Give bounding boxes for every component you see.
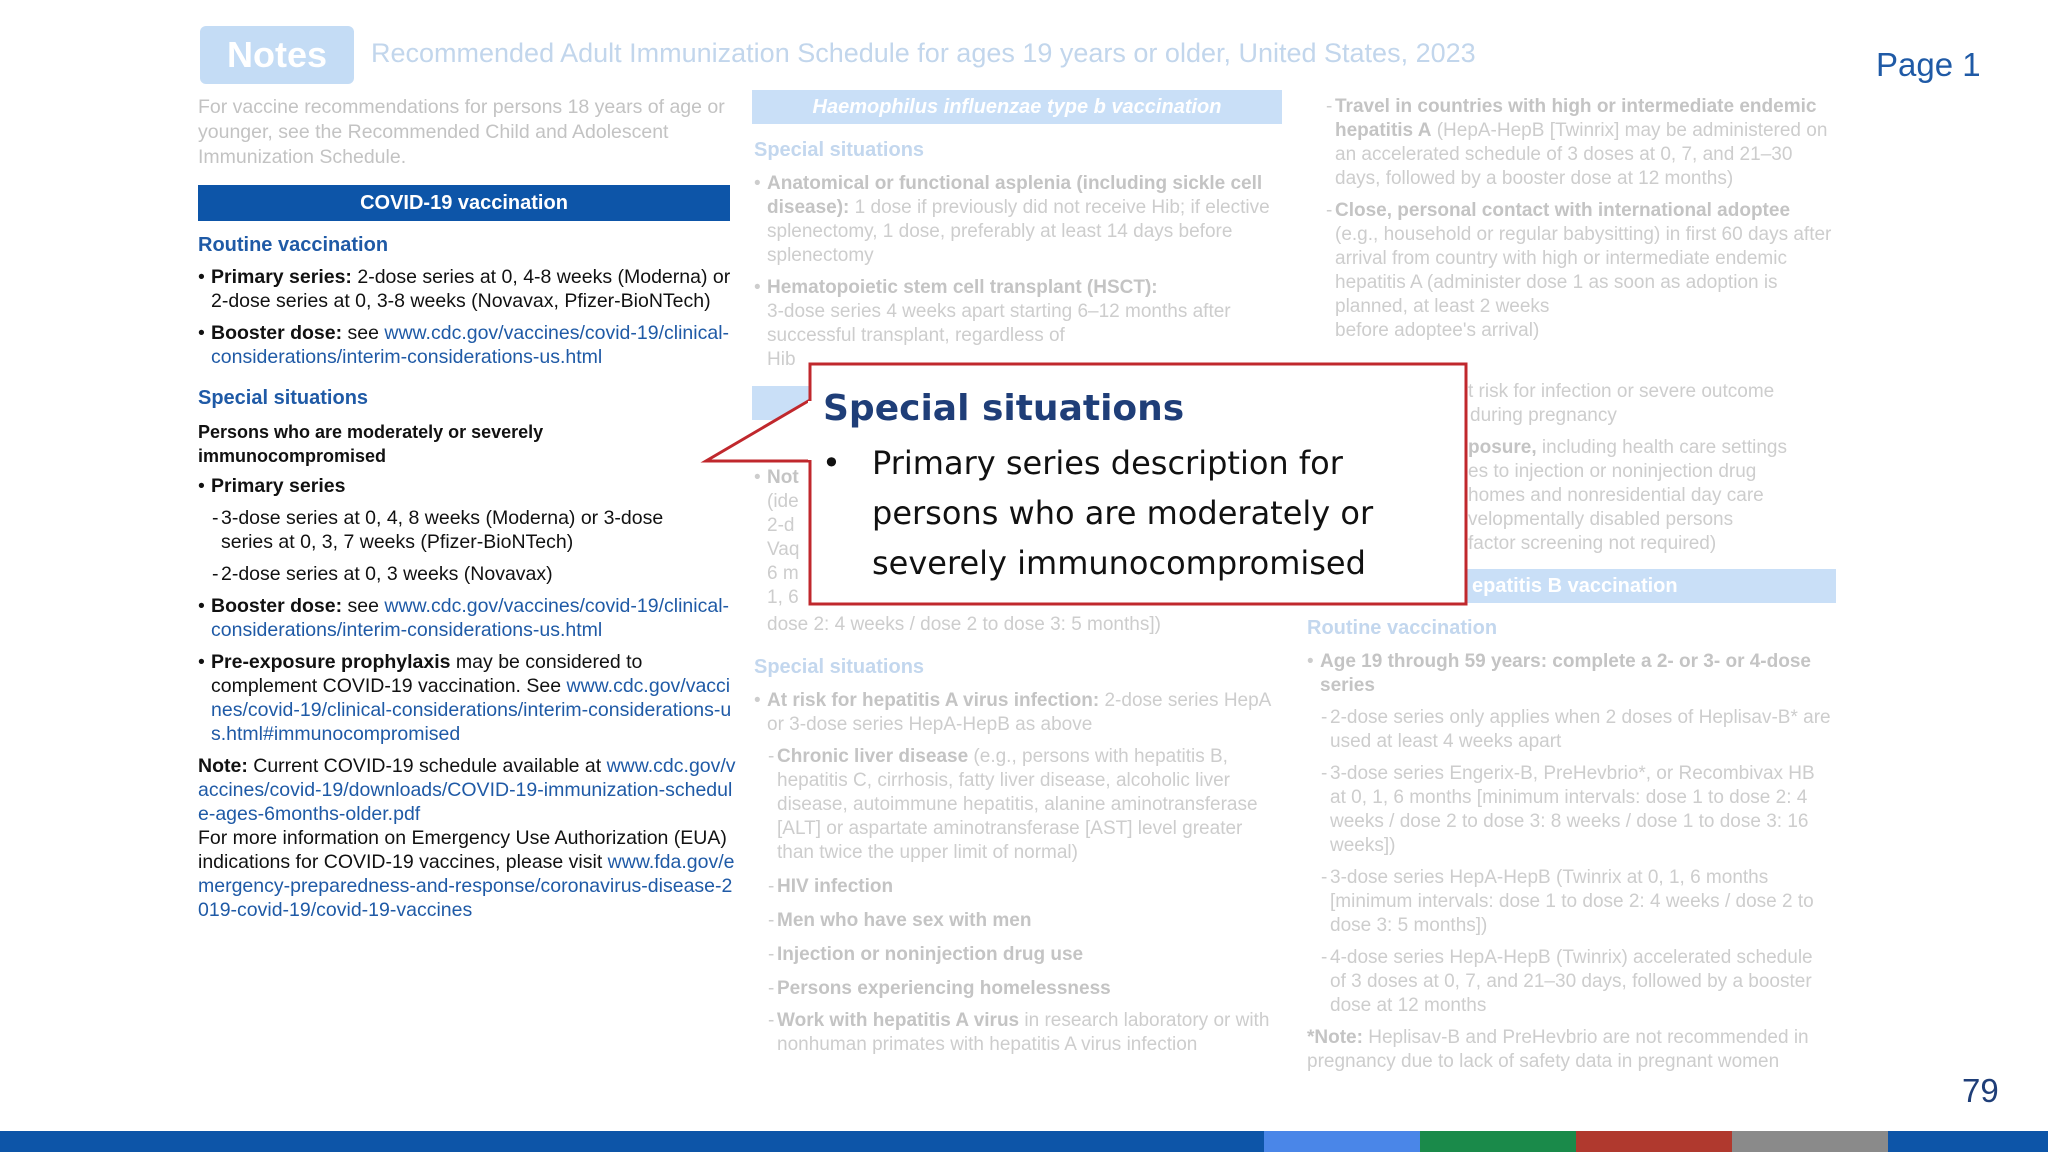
hepb-dash-1: - 2-dose series only applies when 2 doses of Heplisav-B* are used at least 4 weeks apart (1307, 706, 1832, 754)
adoptee-text: (e.g., household or regular babysitting) in first 60 days after arrival from country with high or intermediate endemic hepatitis A (administer dose 1 as soon as adoption is planned, at least 2 weeks (1335, 224, 1832, 317)
eua-link[interactable]: www.fda.gov/emergency-preparedness-and-response/coronavirus-disease-2019-covid-19/covid-19-vaccines (198, 851, 735, 921)
hepa-special-heading: Special situations (754, 656, 925, 678)
developmental-fragment: velopmentally disabled persons (1468, 509, 1734, 530)
note-link[interactable]: www.cdc.gov/vaccines/covid-19/downloads/COVID-19-immunization-schedule-ages-6months-older.pdf (198, 755, 736, 825)
msm-label: Men who have sex with men (777, 910, 1032, 931)
hepb-dash-3: - 3-dose series HepA-HepB (Twinrix at 0, 1, 6 months [minimum intervals: dose 1 to dose 2: 4 weeks / dose 2 to dose 3: 5 months]) (1307, 866, 1832, 938)
covid-section-band: COVID-19 vaccination (198, 185, 730, 221)
imm-booster-label: Booster dose: (211, 595, 343, 617)
hepa-risk-text: 2-dose series HepA or 3-dose series HepA-HepB as above (767, 690, 1271, 735)
injection-fragment: es to injection or noninjection drug (1468, 461, 1757, 482)
hepb-note-label: *Note: (1307, 1027, 1363, 1048)
homes-fragment: homes and nonresidential day care (1468, 485, 1764, 506)
callout-title: Special situations (823, 388, 1185, 429)
bar-segment-1 (0, 1131, 1264, 1152)
bar-segment-2 (1264, 1131, 1420, 1152)
imm-dash-item-1: - 3-dose series at 0, 4, 8 weeks (Moderna) or 3-dose series at 0, 3, 7 weeks (Pfizer-BioNTech) (198, 506, 701, 554)
liver-text: (e.g., persons with hepatitis B, hepatitis C, cirrhosis, fatty liver disease, alcoholic liver disease, autoimmune hepatitis, alanine aminotransferase [ALT] or aspartate aminotransferase [AST] level greater than twice the upper limit of normal) (777, 746, 1258, 863)
callout-bullet: • (822, 444, 841, 482)
special-heading: Special situations (198, 387, 369, 409)
eua-text: For more information on Emergency Use Authorization (EUA) indications for COVID-19 vaccines, please visit (198, 827, 727, 873)
drug-label: Injection or noninjection drug use (777, 944, 1084, 965)
booster-label: Booster dose: (211, 322, 343, 344)
exposure-text: including health care settings (1536, 437, 1787, 458)
dose-line: dose 2: 4 weeks / dose 2 to dose 3: 5 months]) (767, 614, 1161, 635)
page-number: 79 (1962, 1072, 1999, 1109)
routine-heading: Routine vaccination (198, 234, 389, 256)
travel-label: Travel in countries with high or intermediate endemic hepatitis A (1335, 96, 1817, 141)
frag-2: (ide (767, 491, 799, 512)
imm-booster-link[interactable]: www.cdc.gov/vaccines/covid-19/clinical-considerations/interim-considerations-us.html (211, 595, 730, 641)
callout-text: Primary series description for persons who are moderately or severely immunocompromised (872, 444, 1374, 582)
hib-special-heading: Special situations (754, 139, 925, 161)
risk-fragment: t risk for infection or severe outcome (1468, 381, 1775, 402)
frag-4: Vaq (767, 539, 800, 560)
work-text: in research laboratory or with nonhuman primates with hepatitis A virus infection (777, 1010, 1270, 1055)
homeless-label: Persons experiencing homelessness (777, 978, 1111, 999)
booster-link[interactable]: www.cdc.gov/vaccines/covid-19/clinical-considerations/interim-considerations-us.html (211, 322, 730, 368)
exposure-label: posure, (1468, 437, 1537, 458)
note-label: Note: (198, 755, 248, 777)
notes-badge: Notes (200, 26, 354, 84)
hepb-dash-2: - 3-dose series Engerix-B, PreHevbrio*, or Recombivax HB at 0, 1, 6 months [minimum intervals: dose 1 to dose 2: 4 weeks / dose 2 to dose 3: 8 weeks / dose 1 to dose 3: 16 weeks]) (1307, 762, 1832, 858)
hepa-risk-label: At risk for hepatitis A virus infection: (767, 690, 1100, 711)
hib-section-band: Haemophilus influenzae type b vaccination (752, 90, 1282, 124)
hepb-dash-4: - 4-dose series HepA-HepB (Twinrix) accelerated schedule of 3 doses at 0, 7, and 21–30 days, followed by a booster dose at 12 months (1307, 946, 1832, 1018)
travel-text: (HepA-HepB [Twinrix] may be administered on an accelerated schedule of 3 doses at 0, 7, and 21–30 days, followed by a booster dose at 12 months) (1335, 120, 1828, 189)
asplenia-text: 1 dose if previously did not receive Hib; if elective splenectomy, 1 dose, preferably at least 14 days before splenectomy (767, 197, 1270, 266)
imm-dash-item-2: - 2-dose series at 0, 3 weeks (Novavax) (198, 562, 738, 586)
immunocompromised-heading: Persons who are moderately or severely immunocompromised (198, 422, 544, 466)
hsct-text: 3-dose series 4 weeks apart starting 6–12 months after successful transplant, regardless of (767, 301, 1231, 346)
hiv-label: HIV infection (777, 876, 894, 897)
primary-series-label: Primary series: (211, 266, 352, 288)
prep-link[interactable]: www.cdc.gov/vaccines/covid-19/clinical-considerations/interim-considerations-us.html#immunocompromised (211, 675, 732, 745)
liver-label: Chronic liver disease (777, 746, 969, 767)
prep-text: may be considered to complement COVID-19 vaccination. See (211, 651, 643, 697)
asplenia-label: Anatomical or functional asplenia (including sickle cell disease): (767, 173, 1263, 218)
adoptee-label: Close, personal contact with international adoptee (1335, 200, 1791, 221)
work-label: Work with hepatitis A virus (777, 1010, 1020, 1031)
bar-segment-6 (1888, 1131, 2048, 1152)
bar-segment-5 (1732, 1131, 1888, 1152)
hepb-note-text: Heplisav-B and PreHevbrio are not recommended in pregnancy due to lack of safety data in pregnant women (1307, 1027, 1809, 1072)
document-title: Recommended Adult Immunization Schedule for ages 19 years or older, United States, 2023 (371, 38, 1476, 68)
hepb-band-fragment: epatitis B vaccination (1466, 569, 1836, 603)
hepb-routine-heading: Routine vaccination (1307, 617, 1498, 639)
primary-series-text: 2-dose series at 0, 4-8 weeks (Moderna) or 2-dose series at 0, 3-8 weeks (Novavax, Pfizer-BioNTech) (211, 266, 731, 312)
prep-label: Pre-exposure prophylaxis (211, 651, 451, 673)
hsct-label: Hematopoietic stem cell transplant (HSCT): (767, 277, 1158, 298)
frag-1-text: Not (767, 467, 799, 488)
bar-segment-4 (1576, 1131, 1732, 1152)
bottom-color-bar (0, 1131, 2048, 1152)
imm-booster-see: see (342, 595, 385, 617)
booster-see: see (342, 322, 385, 344)
frag-3: 2-d (767, 515, 795, 536)
intro-text: For vaccine recommendations for persons 18 years of age or younger, see the Recommended Child and Adolescent Immunization Schedule. (198, 96, 725, 168)
note-text: Current COVID-19 schedule available at (247, 755, 607, 777)
bar-segment-3 (1420, 1131, 1576, 1152)
hib-fragment: Hib (767, 349, 796, 370)
page-label: Page 1 (1876, 46, 1981, 83)
imm-primary-label: Primary series (211, 475, 346, 497)
frag-6: 1, 6 (767, 587, 799, 608)
frag-5: 6 m (767, 563, 799, 584)
age-label: Age 19 through 59 years: complete a 2- or 3- or 4-dose series (1320, 651, 1811, 696)
adoptee-end: before adoptee's arrival) (1335, 320, 1540, 341)
pregnancy-fragment: during pregnancy (1470, 405, 1617, 426)
factor-fragment: factor screening not required) (1468, 533, 1717, 554)
